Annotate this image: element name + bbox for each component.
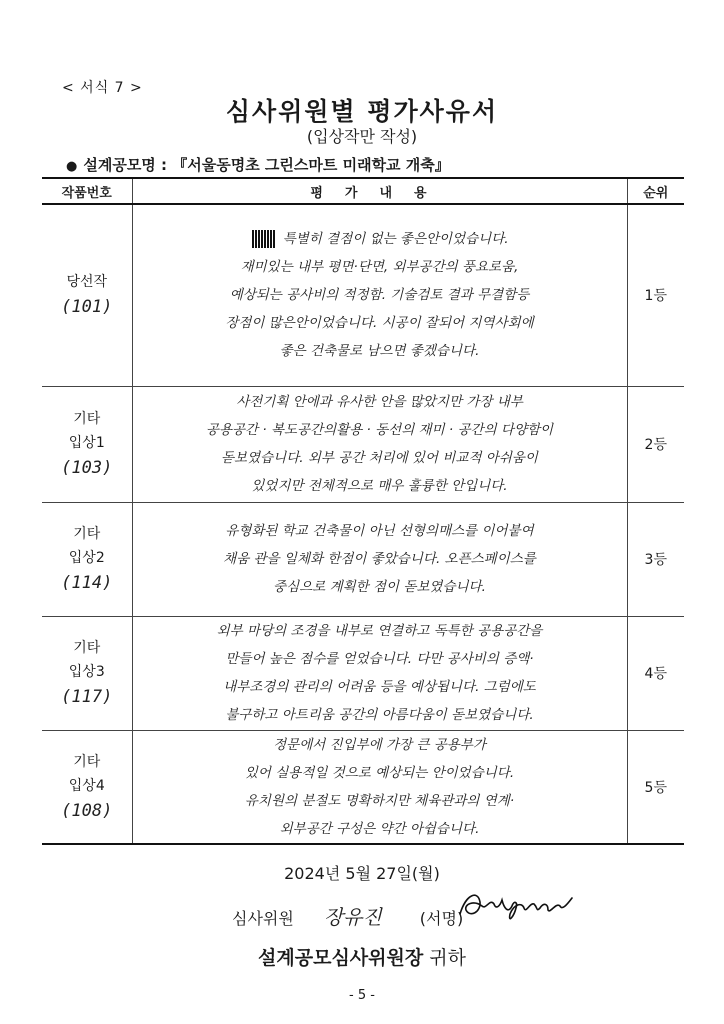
text-line: 유형화된 학교 건축물이 아닌 선형의매스를 이어붙여 — [225, 523, 534, 539]
evaluation-text — [132, 204, 627, 386]
entry-cell — [42, 616, 132, 730]
text-line: 있었지만 전체적으로 매우 훌륭한 안입니다. — [251, 478, 508, 494]
sign-label: (서명) — [419, 909, 464, 928]
table-row — [42, 730, 684, 844]
award-label: 기타 — [73, 411, 101, 427]
entry-cell — [42, 386, 132, 502]
entry-number: (114) — [61, 573, 113, 593]
text-line: 채움 관을 일체화 한점이 좋았습니다. 오픈스페이스를 — [223, 551, 536, 567]
text-line: 좋은 건축물로 남으면 좋겠습니다. — [279, 343, 480, 360]
table-header-row — [42, 178, 684, 204]
bullet-icon: ● — [66, 159, 78, 174]
addressee-suffix: 귀하 — [423, 947, 466, 969]
header-content: 평가내용 — [132, 178, 627, 204]
text-line: 외부공간 구성은 약간 아쉽습니다. — [279, 820, 480, 837]
award-sublabel: 입상1 — [68, 435, 105, 451]
header-entry-no: 작품번호 — [42, 178, 132, 204]
text-line: 만들어 높은 점수를 얻었습니다. 다만 공사비의 증액· — [225, 651, 534, 667]
document-title: 심사위원별 평가사유서 — [225, 97, 499, 126]
evaluation-text — [132, 502, 627, 616]
text-line: 중심으로 계획한 점이 돋보였습니다. — [273, 579, 486, 595]
text-line: 사전기획 안에과 유사한 안을 많았지만 가장 내부 — [236, 394, 523, 410]
evaluation-text — [132, 386, 627, 502]
handwritten-signature — [456, 884, 576, 924]
text-line: 공용공간 · 복도공간의활용 · 동선의 재미 · 공간의 다양함이 — [205, 422, 554, 438]
evaluation-text — [132, 616, 627, 730]
addressee — [0, 943, 724, 970]
entry-cell — [42, 502, 132, 616]
award-label: 기타 — [73, 526, 101, 542]
text-line: 내부조경의 관리의 어려움 등을 예상됩니다. 그럼에도 — [223, 679, 536, 695]
text-line: 유치원의 분절도 명확하지만 체육관과의 연계· — [244, 792, 515, 809]
award-label: 기타 — [73, 640, 101, 656]
text-line: 있어 실용적일 것으로 예상되는 안이었습니다. — [244, 764, 515, 781]
judge-label: 심사위원 — [232, 909, 294, 928]
entry-cell — [42, 204, 132, 386]
page-number: - 5 - — [349, 988, 375, 1003]
table-row — [42, 616, 684, 730]
award-sublabel: 입상4 — [68, 777, 105, 794]
entry-number: (101) — [61, 297, 113, 318]
entry-number: (103) — [61, 458, 113, 478]
judge-name: 장유진 — [323, 905, 382, 929]
evaluation-text — [132, 730, 627, 844]
competition-name — [66, 154, 450, 175]
text-line: 불구하고 아트리움 공간의 아름다움이 돋보였습니다. — [225, 707, 534, 723]
addressee-title: 설계공모심사위원장 — [258, 947, 424, 969]
rank-cell: 5등 — [627, 730, 684, 844]
rank-cell: 2등 — [627, 386, 684, 502]
table-row — [42, 502, 684, 616]
text-line: 외부 마당의 조경을 내부로 연결하고 독특한 공용공간을 — [216, 623, 543, 639]
award-sublabel: 입상2 — [68, 550, 105, 566]
signature-block — [232, 901, 463, 930]
award-label: 기타 — [73, 753, 101, 770]
text-line: 정문에서 진입부에 가장 큰 공용부가 — [273, 736, 486, 753]
form-number: < 서식 7 > — [62, 80, 143, 96]
rank-cell: 1등 — [627, 204, 684, 386]
document-date: 2024년 5월 27일(월) — [284, 864, 440, 883]
table-row — [42, 386, 684, 502]
entry-number: (117) — [61, 687, 113, 707]
competition-label: 설계공모명 : 『서울동명초 그린스마트 미래학교 개축』 — [83, 156, 450, 174]
text-line: 특별히 결점이 없는 좋은안이었습니다. — [133, 225, 627, 253]
text-line: 돋보였습니다. 외부 공간 처리에 있어 비교적 아쉬움이 — [221, 450, 538, 466]
text-line: 장점이 많은안이었습니다. 시공이 잘되어 지역사회에 — [225, 315, 534, 332]
text-line: 예상되는 공사비의 적정함. 기술검토 결과 무결함등 — [229, 287, 530, 304]
table-row — [42, 204, 684, 386]
entry-number: (108) — [61, 800, 113, 821]
rank-cell: 4등 — [627, 616, 684, 730]
evaluation-table — [42, 177, 684, 845]
entry-cell — [42, 730, 132, 844]
rank-cell: 3등 — [627, 502, 684, 616]
text-line: 재미있는 내부 평면·단면, 외부공간의 풍요로움, — [240, 259, 519, 276]
scribble-redaction — [252, 230, 276, 248]
document-subtitle: (입상작만 작성) — [306, 127, 418, 146]
award-label: 당선작 — [66, 274, 108, 291]
award-sublabel: 입상3 — [68, 664, 105, 680]
header-rank: 순위 — [627, 178, 684, 204]
